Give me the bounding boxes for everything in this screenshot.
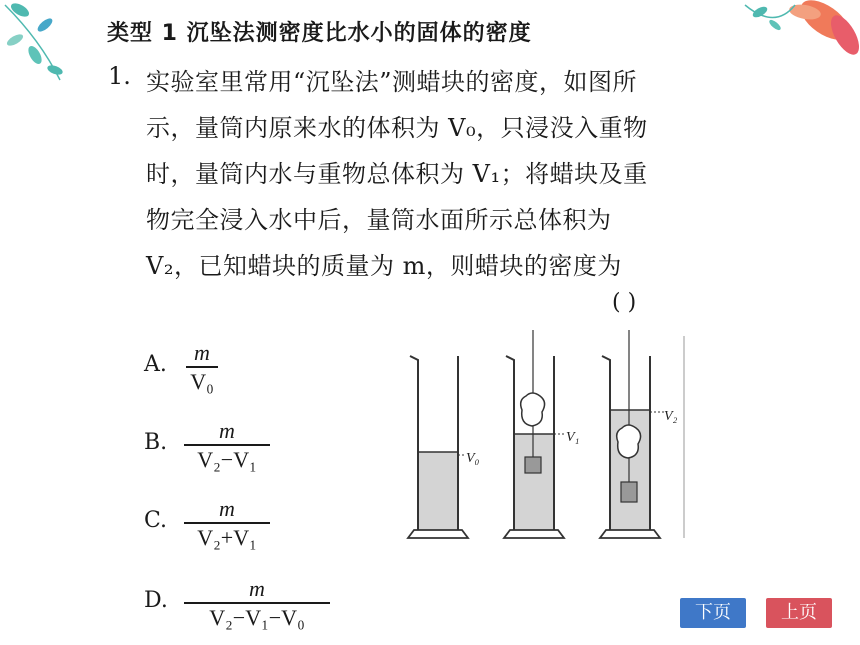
fraction-denominator: V₂−V₁ (197, 446, 257, 472)
cylinder-figure (400, 330, 700, 545)
fraction-denominator: V₂+V₁ (197, 524, 257, 550)
section-title: 类型 1 沉坠法测密度比水小的固体的密度 (107, 21, 532, 46)
fraction-denominator: V₂−V₁−V₀ (209, 604, 305, 630)
fraction-numerator: m (219, 418, 235, 443)
option-d-label: D. (144, 588, 168, 613)
question-number: 1. (108, 62, 131, 90)
next-page-button[interactable]: 下页 (680, 598, 746, 628)
answer-bracket: ( ) (612, 290, 637, 315)
question-line: V₂，已知蜡块的质量为 m，则蜡块的密度为 (146, 252, 622, 280)
question-line: 实验室里常用“沉坠法”测蜡块的密度，如图所 (146, 68, 638, 96)
decorative-leaves-left (0, 0, 90, 90)
option-b-fraction[interactable] (184, 418, 270, 474)
option-b-label: B. (144, 430, 168, 455)
cylinder-v0 (408, 356, 480, 538)
decorative-leaves-right (735, 0, 860, 70)
fraction-numerator: m (219, 496, 235, 521)
option-d-fraction[interactable] (184, 576, 330, 632)
option-c-fraction[interactable] (184, 496, 270, 552)
v0-label: V₀ (466, 451, 480, 466)
cylinder-v2 (600, 330, 678, 538)
option-a-label: A. (144, 352, 167, 377)
cylinder-v1 (504, 330, 579, 538)
question-line: 示，量筒内原来水的体积为 V₀，只浸没入重物 (146, 114, 648, 142)
option-a-fraction[interactable] (186, 340, 218, 396)
fraction-denominator: V₀ (190, 368, 214, 394)
question-line: 时，量筒内水与重物总体积为 V₁；将蜡块及重 (146, 160, 648, 188)
v1-label: V₁ (566, 430, 580, 445)
fraction-numerator: m (194, 340, 210, 365)
v2-label: V₂ (664, 409, 678, 424)
option-c-label: C. (144, 508, 168, 533)
question-line: 物完全浸入水中后，量筒水面所示总体积为 (146, 206, 612, 234)
previous-page-button[interactable]: 上页 (766, 598, 832, 628)
fraction-numerator: m (249, 576, 265, 601)
